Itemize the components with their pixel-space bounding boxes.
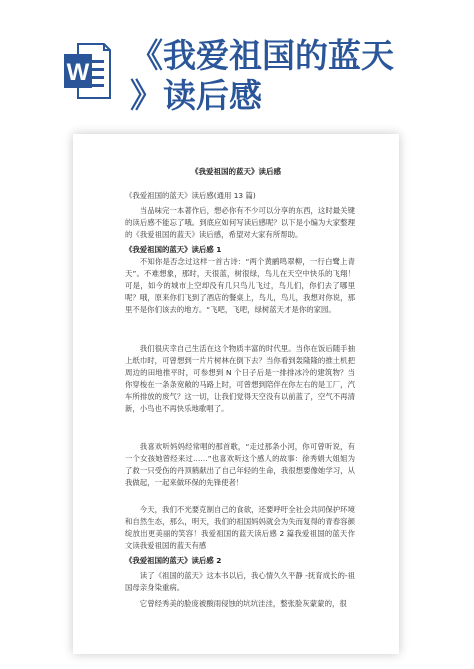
section-heading-1: 《我爱祖国的蓝天》读后感 1 (125, 245, 222, 254)
section-heading-2: 《我爱祖国的蓝天》读后感 2 (125, 556, 222, 565)
document-title: 《我爱祖国的蓝天》读后感 (191, 167, 281, 176)
page-header (0, 0, 474, 118)
body-paragraph-5: 读了《祖国的蓝天》这本书以后，我心情久久平静 -抚育成长的-祖国母亲身染重病。 (125, 571, 355, 592)
page-title-line-2: 》读后感 (130, 76, 262, 115)
document-subtitle: 《我爱祖国的蓝天》读后感(通用 13 篇) (125, 191, 256, 200)
logo-letter: W (66, 59, 90, 86)
intro-paragraph: 当品味完一本著作后，想必你有不少可以分享的东西，这时最关键的读后感不能忘了哦。到底应如何写读后感呢？以下是小编为大家整理的《我爱祖国的蓝天》读后感，希望对大家有所帮助。 (125, 206, 355, 239)
body-paragraph-6: 它曾经秀美的脸庞被酸雨侵蚀的坑坑洼洼，整张脸灰蒙蒙的，很 (139, 599, 347, 608)
page-title-line-1: 《我爱祖国的蓝天 (130, 36, 394, 75)
word-document-icon (64, 40, 112, 102)
body-paragraph-1: 不知你是否念过这样一首古诗：“两个黄鹂鸣翠柳，一行白鹭上青天”。不难想象，那时，天很蓝，树很绿，鸟儿在天空中快乐的飞翔！可是，如今的城市上空却没有几只鸟儿飞过，鸟儿们，你们去了哪里呢？哦，原来你们飞到了酒店的餐桌上，鸟儿，鸟儿，我想对你说，那里不是你们该去的地方。“飞吧，飞吧，绿树蓝天才是你的家园。 (125, 257, 355, 314)
body-paragraph-2: 我们很庆幸自己生活在这个物质丰富的时代里。当你在饭后随手抽上纸巾时，可曾想到一片片树林在倒下去？当你看到轰隆隆的推土机把周边的田地推平时，可参想到 N 个日子后是一排排冰冷的建筑物？当你穿梭在一条条宽敞的马路上时，可曾想到陪伴在你左右的是工厂，汽车所排放的废气？这一切，让我们觉得天空没有以前蓝了，空气不再清新，小鸟也不再快乐地歌唱了。 (125, 344, 355, 413)
body-paragraph-3: 我喜欢听妈妈经常唱的那首歌，“走过那条小河，你可曾听说，有一个女孩她曾经来过……”也喜欢听这个感人的故事：徐秀娟大姐姐为了救一只受伤的丹顶鹤献出了自己年轻的生命，我很想要像她学习，从我做起，一起来做环保的先锋使者！ (125, 442, 355, 487)
document-page (73, 134, 399, 654)
body-paragraph-4: 今天，我们不光要克制自己的食欲，还要呼吁全社会共同保护环境和自然生态，那么，明天，我们的祖国妈妈就会为失而复得的青春容颜绽放出更美丽的笑容！我爱祖国的蓝天读后感 2 篇我爱祖国的蓝天作文读我爱祖国的蓝天有感 (125, 505, 355, 550)
